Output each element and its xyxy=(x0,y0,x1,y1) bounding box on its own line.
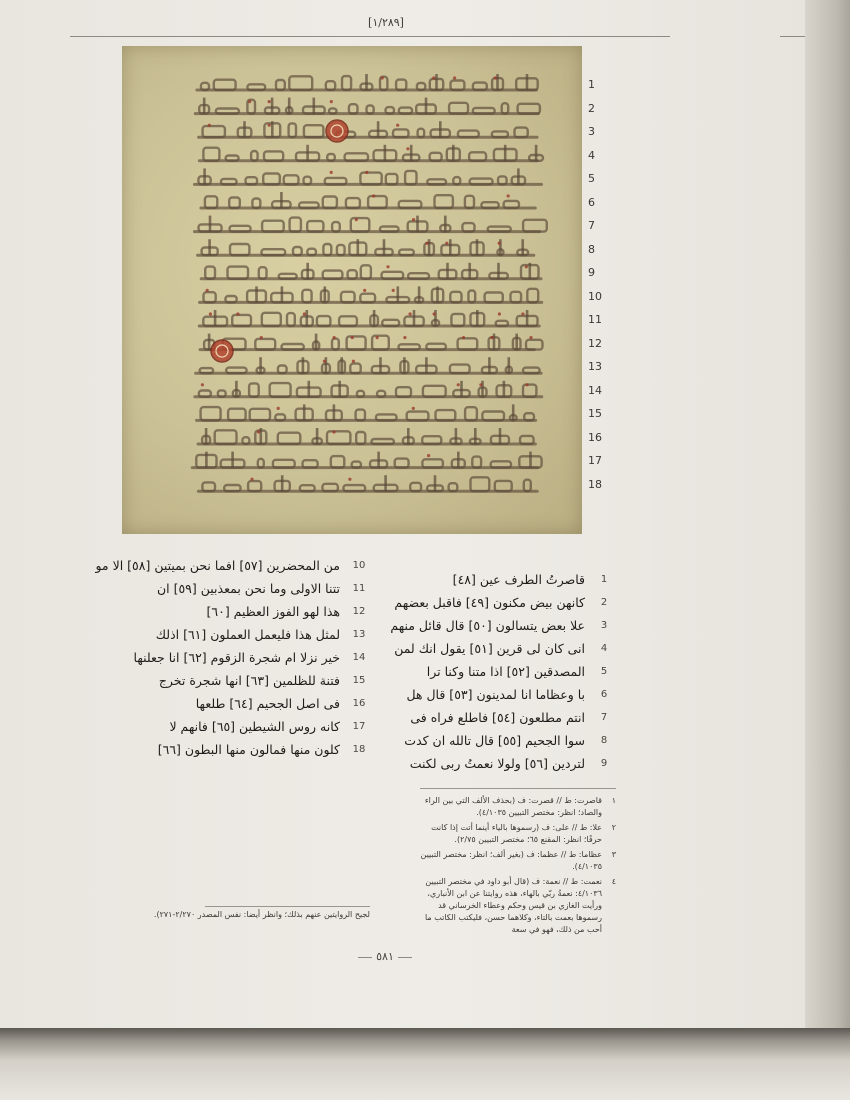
verse-line-number: 11 xyxy=(352,583,366,594)
footnote-text: عظاما: ط // عظما: ف (بغير ألف؛ انظر: مختصر التبيين ٤/١٠٣٥). xyxy=(420,850,602,871)
script-line xyxy=(197,74,538,90)
script-line xyxy=(197,404,536,420)
script-line xyxy=(192,452,541,468)
verse-line xyxy=(390,614,615,637)
manuscript-line-number: 5 xyxy=(588,172,595,185)
verse-text: فى اصل الجحيم [٦٤] طلعها xyxy=(195,696,340,711)
manuscript-line-number: 13 xyxy=(588,360,602,373)
footnote-rule-left xyxy=(205,906,370,907)
manuscript-line-numbers xyxy=(588,78,618,501)
manuscript-line-number: 11 xyxy=(588,313,602,326)
footnote-text: نعمت: ط // نعمة: ف (قال أبو داود في مختصر التبيين ٤/١٠٣٦: نعمةُ ربّي بالهاء، هذه روايتنا عن ابن الأنباري، ورأيت الغازي بن قيس وحكم وعطاء الخرساني قد رسموها بعمت بالتاء، وكلاهما حسن، فليكتب الكاتب ما أحب من ذلك، فهو في سعة xyxy=(424,877,602,934)
verses-column-right xyxy=(390,568,615,775)
footnote-text: قاصرت: ط // قصرت: ف (بحذف الألف التي بين الراء والصاد؛ انظر: مختصر التبيين ٤/١٠٣٥). xyxy=(424,796,602,817)
verse-line-number: 16 xyxy=(352,698,366,709)
verse-line-number: 9 xyxy=(600,758,608,769)
verse-line xyxy=(70,692,370,715)
verse-line xyxy=(70,669,370,692)
verse-text: با وعظاما انا لمدينون [٥٣] قال هل xyxy=(406,687,585,702)
script-line xyxy=(196,357,542,373)
manuscript-line-number: 17 xyxy=(588,454,602,467)
manuscript-line-number: 4 xyxy=(588,148,595,162)
verse-text: هذا لهو الفوز العظيم [٦٠] xyxy=(206,604,340,619)
verse-line-number: 5 xyxy=(600,666,608,677)
manuscript-line-number: 16 xyxy=(588,430,602,444)
verse-line-number: 8 xyxy=(600,735,608,746)
verse-line xyxy=(420,568,615,591)
manuscript-line-number: 18 xyxy=(588,477,602,491)
manuscript-image xyxy=(122,46,582,534)
script-line xyxy=(195,381,542,397)
footnote xyxy=(418,876,616,936)
verse-line-number: 1 xyxy=(600,574,608,585)
manuscript-line-number: 6 xyxy=(588,195,595,209)
manuscript-line-number: 15 xyxy=(588,407,602,420)
verse-text: سوا الجحيم [٥٥] قال تالله ان كدت xyxy=(404,733,585,748)
script-line xyxy=(198,239,534,255)
verse-text: فتنة للظلمين [٦٣] انها شجرة تخرج xyxy=(158,673,340,688)
verse-medallion-icon xyxy=(211,340,233,362)
verse-line-number: 4 xyxy=(600,643,608,654)
script-line xyxy=(194,168,541,184)
verse-line xyxy=(394,637,615,660)
header-rule-facing xyxy=(780,36,805,37)
manuscript-script xyxy=(122,46,582,534)
verse-text: كانه روس الشيطين [٦٥] فانهم لا xyxy=(169,719,340,734)
footnote xyxy=(418,849,616,873)
manuscript-line-number: 10 xyxy=(588,289,602,303)
verse-line-number: 2 xyxy=(600,597,608,608)
script-line xyxy=(198,475,537,491)
script-line xyxy=(199,145,543,161)
verse-text: خير نزلا ام شجرة الزقوم [٦٢] انا جعلنها xyxy=(133,650,340,665)
verse-text: من المحضرين [٥٧] افما نحن بميتين [٥٨] الا مو xyxy=(95,558,340,573)
verse-text: قاصرتُ الطرف عين [٤٨] xyxy=(452,572,585,587)
verse-line-number: 12 xyxy=(352,606,366,617)
verse-line xyxy=(409,752,615,775)
manuscript-line-number: 9 xyxy=(588,266,595,279)
footnote-text: علا: ط // على: ف (رسموها بالياء أينما أتت إذا كانت حرفًا؛ انظر: المقنع ٦٥؛ مختصر التبيين ٢/٧٥). xyxy=(431,823,602,844)
book-gutter-shadow xyxy=(0,1028,850,1100)
verse-line xyxy=(70,715,370,738)
verse-line xyxy=(70,577,370,600)
footnote-number: ٣ xyxy=(611,850,616,859)
verse-line xyxy=(404,729,615,752)
verse-line-number: 3 xyxy=(600,620,608,631)
script-line xyxy=(201,263,541,279)
page-reference: [١/٢٨٩] xyxy=(368,16,404,29)
manuscript-line-number: 1 xyxy=(588,78,595,91)
script-line xyxy=(199,121,537,137)
verse-text: انتم مطلعون [٥٤] فاطلع فراه فى xyxy=(410,710,585,725)
script-line xyxy=(198,428,535,444)
footnotes xyxy=(418,795,616,939)
verse-medallion-icon xyxy=(326,120,348,142)
manuscript-line-number: 3 xyxy=(588,125,595,138)
header-rule xyxy=(70,36,670,37)
verse-line-number: 17 xyxy=(352,721,366,732)
verse-line xyxy=(394,591,615,614)
verse-text: لتردين [٥٦] ولولا نعمتُ ربى لكنت xyxy=(409,756,585,771)
verse-line-number: 18 xyxy=(352,744,366,755)
verse-line xyxy=(70,554,370,577)
facing-page-edge xyxy=(805,0,850,1040)
verse-line xyxy=(406,683,615,706)
manuscript-line-number: 14 xyxy=(588,383,602,397)
footnote-rule xyxy=(420,788,616,789)
verse-line-number: 14 xyxy=(352,652,366,663)
verse-text: كانهن بيض مكنون [٤٩] فاقبل بعضهم xyxy=(394,595,585,610)
verse-line xyxy=(70,623,370,646)
footnote-number: ٤ xyxy=(611,877,616,886)
manuscript-line-number: 8 xyxy=(588,242,595,256)
manuscript-line-number: 12 xyxy=(588,336,602,350)
footnote-number: ٢ xyxy=(611,823,616,832)
verse-line-number: 13 xyxy=(352,629,366,640)
verse-line-number: 15 xyxy=(352,675,366,686)
script-line xyxy=(200,286,542,302)
verses-column-left xyxy=(70,554,370,761)
verse-text: لمثل هذا فليعمل العملون [٦١] اذلك xyxy=(155,627,340,642)
script-line xyxy=(195,98,540,114)
verse-text: تتنا الاولى وما نحن بمعذبين [٥٩] ان xyxy=(156,581,340,596)
verse-line-number: 6 xyxy=(600,689,608,700)
verse-line-number: 10 xyxy=(352,560,366,571)
verse-text: انى كان لى قرين [٥١] يقول انك لمن xyxy=(394,641,585,656)
footnote-continuation: لجيح الروايتين عنهم بذلك؛ وانظر أيضا: نفس المصدر ٢/٢٧٠-٢٧١). xyxy=(153,910,370,919)
verse-line-number: 7 xyxy=(600,712,608,723)
page-number: ٥٨١ xyxy=(320,950,450,963)
verse-line xyxy=(70,646,370,669)
footnote-number: ١ xyxy=(611,796,616,805)
script-line xyxy=(201,192,535,208)
verse-text: علا بعض يتسالون [٥٠] قال قائل منهم xyxy=(390,618,585,633)
script-line xyxy=(194,216,546,232)
manuscript-line-number: 2 xyxy=(588,101,595,115)
manuscript-line-number: 7 xyxy=(588,219,595,232)
verse-line xyxy=(410,706,615,729)
footnote xyxy=(418,795,616,819)
verse-line xyxy=(420,660,615,683)
verse-text: المصدقين [٥٢] اذا متنا وكنا ترا xyxy=(426,664,585,679)
verse-line xyxy=(70,738,370,761)
script-line xyxy=(199,310,539,326)
footnote xyxy=(418,822,616,846)
verse-text: كلون منها فمالون منها البطون [٦٦] xyxy=(157,742,340,757)
script-line xyxy=(200,334,542,350)
verse-line xyxy=(70,600,370,623)
